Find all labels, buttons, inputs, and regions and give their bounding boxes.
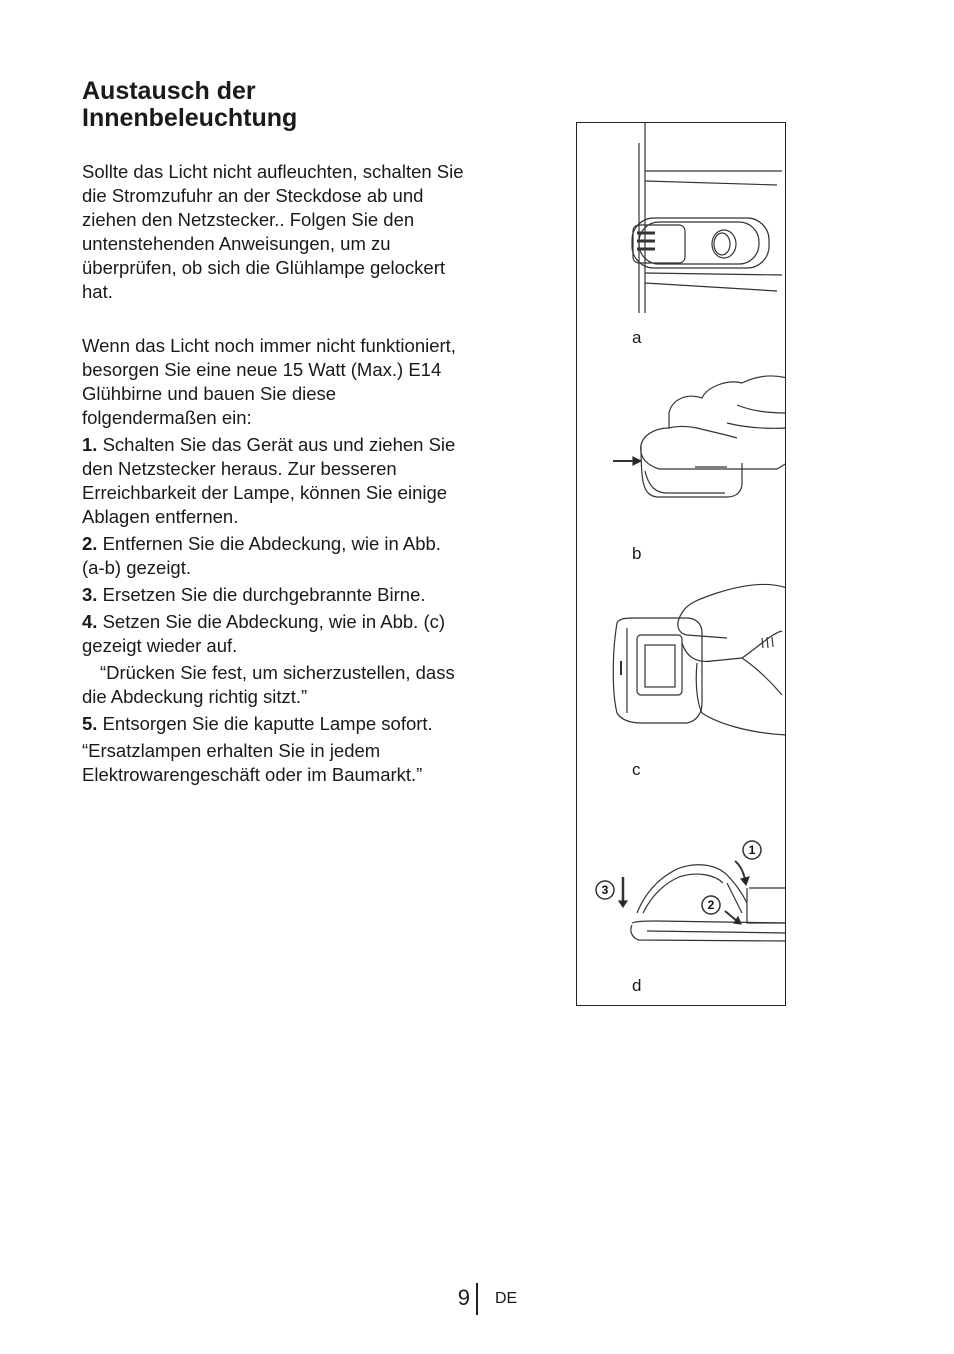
step-number: 2.	[82, 533, 98, 554]
figure-label-a: a	[632, 328, 642, 347]
paragraph-replacement: Wenn das Licht noch immer nicht funktioniert, besorgen Sie eine neue 15 Watt (Max.) E14 Glühbirne und bauen Sie diese folgendermaßen ein:	[82, 335, 456, 428]
quote-spare-lamps: “Ersatzlampen erhalten Sie in jedem Elektrowarengeschäft oder im Baumarkt.”	[82, 740, 423, 785]
step-number: 4.	[82, 611, 98, 632]
step-text: Ersetzen Sie die durchgebrannte Birne.	[97, 584, 426, 605]
step-4	[82, 610, 467, 658]
illustration-drawings	[577, 123, 786, 1006]
step-text: Schalten Sie das Gerät aus und ziehen Sie den Netzstecker heraus. Zur besseren Erreichbarkeit der Lampe, können Sie einige Ablagen entfernen.	[82, 434, 456, 527]
callout-3: 3	[601, 883, 609, 897]
step-number: 1.	[82, 434, 98, 455]
step-number: 5.	[82, 713, 98, 734]
illustration-panel	[576, 122, 786, 1006]
figure-a-lamp-housing	[632, 123, 782, 313]
page-number: 9	[457, 1285, 470, 1310]
step-2	[82, 532, 467, 580]
step-text: Setzen Sie die Abdeckung, wie in Abb. (c) gezeigt wieder auf.	[82, 611, 446, 656]
step-5	[82, 712, 467, 736]
step-text: Entsorgen Sie die kaputte Lampe sofort.	[97, 713, 433, 734]
title-line-2: Innenbeleuchtung	[82, 104, 298, 132]
step-1	[82, 433, 467, 529]
language-code: DE	[495, 1290, 518, 1307]
section-title	[82, 78, 482, 132]
paragraph-intro: Sollte das Licht nicht aufleuchten, schalten Sie die Stromzufuhr an der Steckdose ab und ziehen den Netzstecker.. Folgen Sie den untenstehenden Anweisungen, um zu überprüfen, ob sich die Glühlampe gelockert hat.	[82, 161, 464, 302]
footer-divider	[476, 1283, 478, 1315]
quote-pressure: “Drücken Sie fest, um sicherzustellen, dass die Abdeckung richtig sitzt.”	[82, 662, 455, 707]
figure-label-b: b	[632, 544, 642, 563]
step-text: Entfernen Sie die Abdeckung, wie in Abb. (a-b) gezeigt.	[82, 533, 441, 578]
callout-1: 1	[748, 843, 756, 857]
figure-label-d: d	[632, 976, 642, 995]
step-number: 3.	[82, 584, 98, 605]
callout-2: 2	[707, 898, 715, 912]
figure-b-hand	[613, 376, 786, 497]
figure-c-hand	[613, 584, 786, 735]
step-3	[82, 583, 467, 607]
title-line-1: Austausch der	[82, 77, 256, 105]
figure-label-c: c	[632, 760, 641, 779]
